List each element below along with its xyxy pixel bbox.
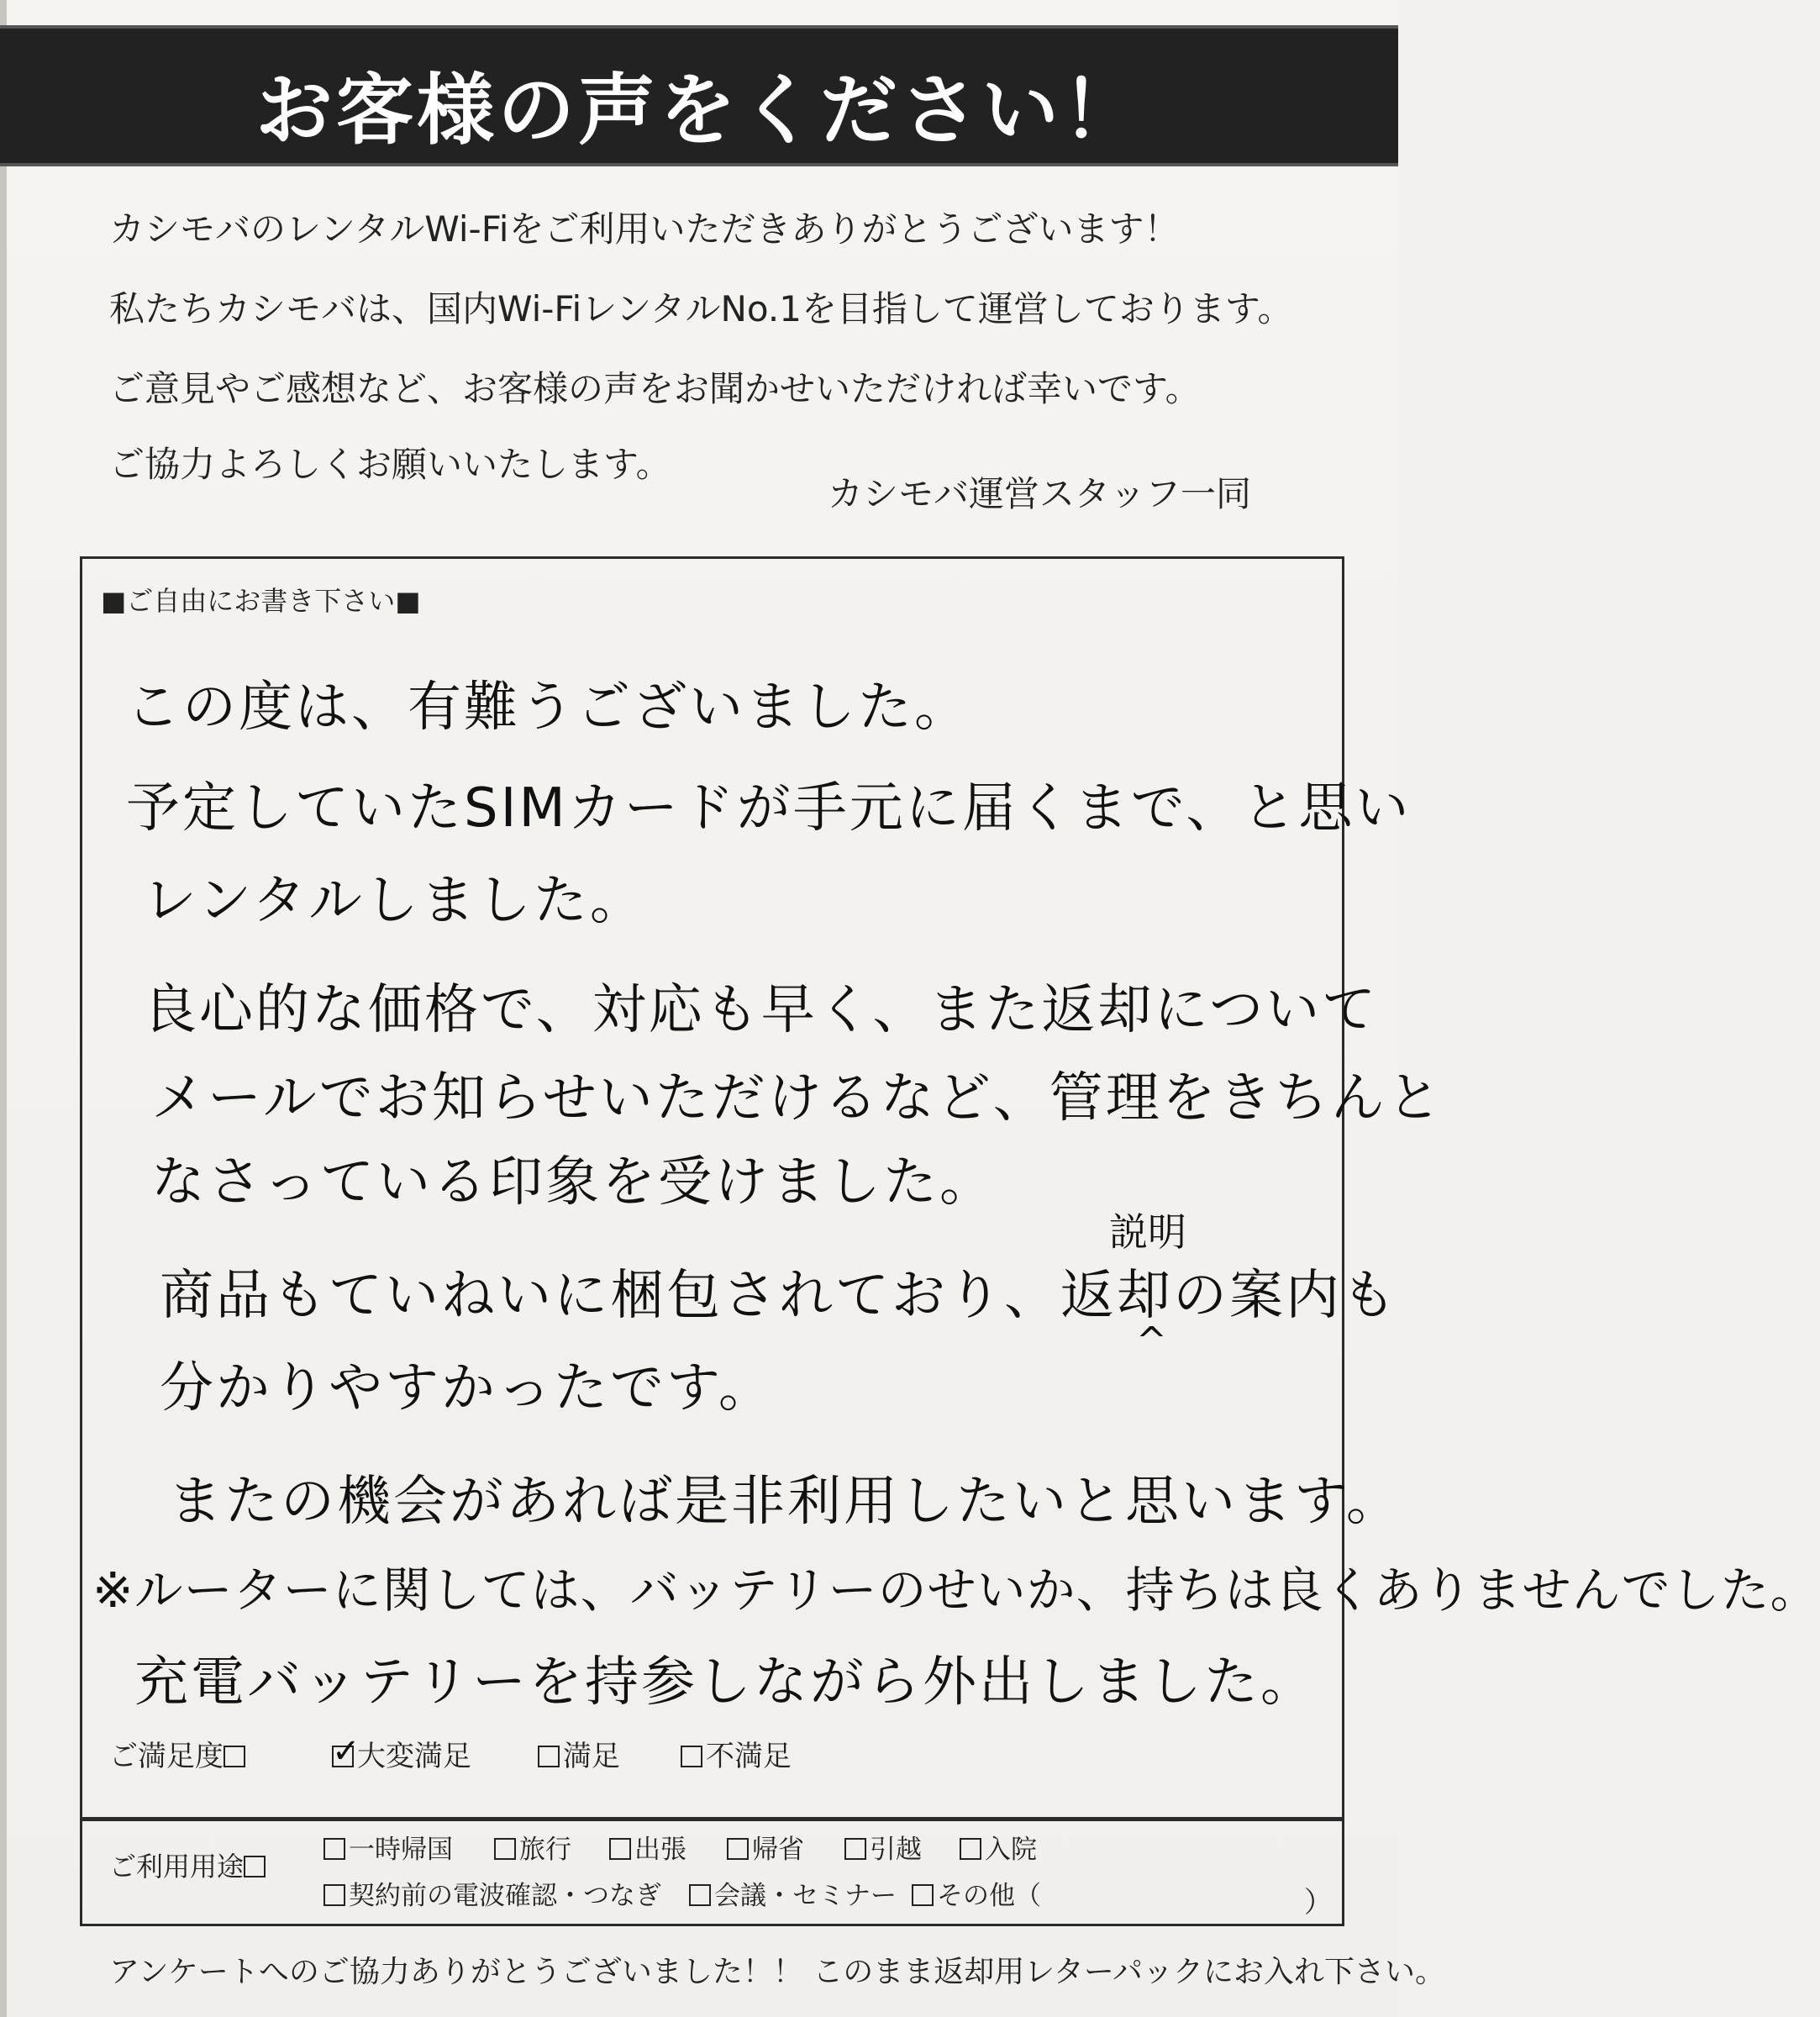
option-label: 不満足	[706, 1740, 792, 1773]
checkbox-icon[interactable]	[538, 1746, 560, 1767]
checkbox-icon[interactable]	[689, 1884, 711, 1906]
handwritten-line-9: またの機会があれば是非利用したいと思います。	[168, 1471, 1402, 1533]
checkbox-icon[interactable]	[960, 1838, 981, 1860]
option-label: 帰省	[752, 1835, 804, 1865]
handwritten-line-11: 充電バッテリーを持参しながら外出しました。	[134, 1651, 1317, 1714]
option-label: 引越	[870, 1835, 922, 1865]
checkbox-icon[interactable]	[727, 1838, 749, 1860]
option-label: 会議・セミナー	[714, 1881, 897, 1911]
satisfaction-option-unsatisfied[interactable]	[681, 1733, 792, 1774]
option-label: 満足	[563, 1740, 620, 1773]
satisfaction-option-very-satisfied[interactable]	[332, 1733, 471, 1774]
usage-option-hospitalization[interactable]	[960, 1828, 1037, 1866]
page-edge	[0, 0, 7, 2017]
option-label: 出張	[634, 1835, 686, 1865]
other-close-paren: ）	[1304, 1886, 1333, 1920]
option-label: 大変満足	[357, 1740, 471, 1773]
option-label: 契約前の電波確認・つなぎ	[349, 1881, 661, 1911]
checkbox-icon[interactable]	[609, 1838, 631, 1860]
usage-label	[109, 1846, 269, 1884]
checkbox-icon[interactable]	[681, 1746, 702, 1767]
free-comment-heading: ■ご自由にお書き下さい■	[101, 585, 421, 617]
checkbox-checked-icon[interactable]	[332, 1746, 354, 1767]
handwritten-line-10: ※ルーターに関しては、バッテリーのせいか、持ちは良くありませんでした。	[92, 1561, 1820, 1619]
option-label: その他（	[937, 1881, 1041, 1911]
footer-text: アンケートへのご協力ありがとうございました！！ このまま返却用レターパックにお入れ下さい。	[109, 1955, 1446, 1989]
handwritten-line-3: レンタルしました。	[143, 870, 646, 932]
intro-line-3: ご意見やご感想など、お客様の声をお聞かせいただければ幸いです。	[109, 368, 1201, 409]
checkbox-icon[interactable]	[494, 1838, 516, 1860]
satisfaction-option-satisfied[interactable]	[538, 1733, 620, 1774]
option-label: 旅行	[519, 1835, 571, 1865]
handwritten-line-2: 予定していたSIMカードが手元に届くまで、と思い	[126, 777, 1412, 840]
handwritten-line-6: なさっている印象を受けました。	[151, 1151, 996, 1214]
usage-option-moving[interactable]	[844, 1828, 922, 1866]
checkbox-icon[interactable]	[323, 1884, 345, 1906]
usage-option-travel[interactable]	[494, 1828, 571, 1866]
usage-option-meeting-seminar[interactable]	[689, 1874, 897, 1912]
handwritten-line-4: 良心的な価格で、対応も早く、また返却について	[143, 979, 1379, 1041]
checkbox-icon[interactable]	[844, 1838, 866, 1860]
handwritten-line-1: この度は、有難うございました。	[126, 677, 970, 739]
checkbox-icon[interactable]	[912, 1884, 934, 1906]
intro-line-4: ご協力よろしくお願いいたします。	[109, 444, 671, 485]
checkbox-icon	[244, 1856, 266, 1877]
handwritten-line-5: メールでお知らせいただけるなど、管理をきちんと	[151, 1067, 1444, 1130]
option-label: 一時帰国	[349, 1835, 453, 1865]
usage-option-other[interactable]	[912, 1874, 1041, 1912]
page-title: お客様の声をください！	[255, 66, 1143, 155]
staff-signature: カシモバ運営スタッフ一同	[828, 473, 1252, 514]
usage-option-business-trip[interactable]	[609, 1828, 686, 1866]
satisfaction-label-text: ご満足度	[109, 1740, 224, 1773]
usage-label-text: ご利用用途	[109, 1851, 245, 1883]
handwritten-insert-note: 説明	[1109, 1209, 1186, 1255]
checkbox-icon[interactable]	[323, 1838, 345, 1860]
usage-option-temporary-return[interactable]	[323, 1828, 453, 1866]
insert-caret: ^	[1136, 1319, 1167, 1362]
intro-line-1: カシモバのレンタルWi-Fiをご利用いただきありがとうございます！	[109, 208, 1180, 250]
handwritten-line-8: 分かりやすかったです。	[160, 1357, 775, 1419]
usage-option-signal-check[interactable]	[323, 1874, 661, 1912]
option-label: 入院	[985, 1835, 1037, 1865]
intro-line-2: 私たちカシモバは、国内Wi-FiレンタルNo.1を目指して運営しております。	[109, 288, 1293, 329]
usage-option-homecoming[interactable]	[727, 1828, 804, 1866]
handwritten-line-7: 商品もていねいに梱包されており、返却の案内も	[160, 1265, 1398, 1327]
satisfaction-label	[109, 1733, 249, 1774]
checkbox-icon	[224, 1746, 245, 1767]
